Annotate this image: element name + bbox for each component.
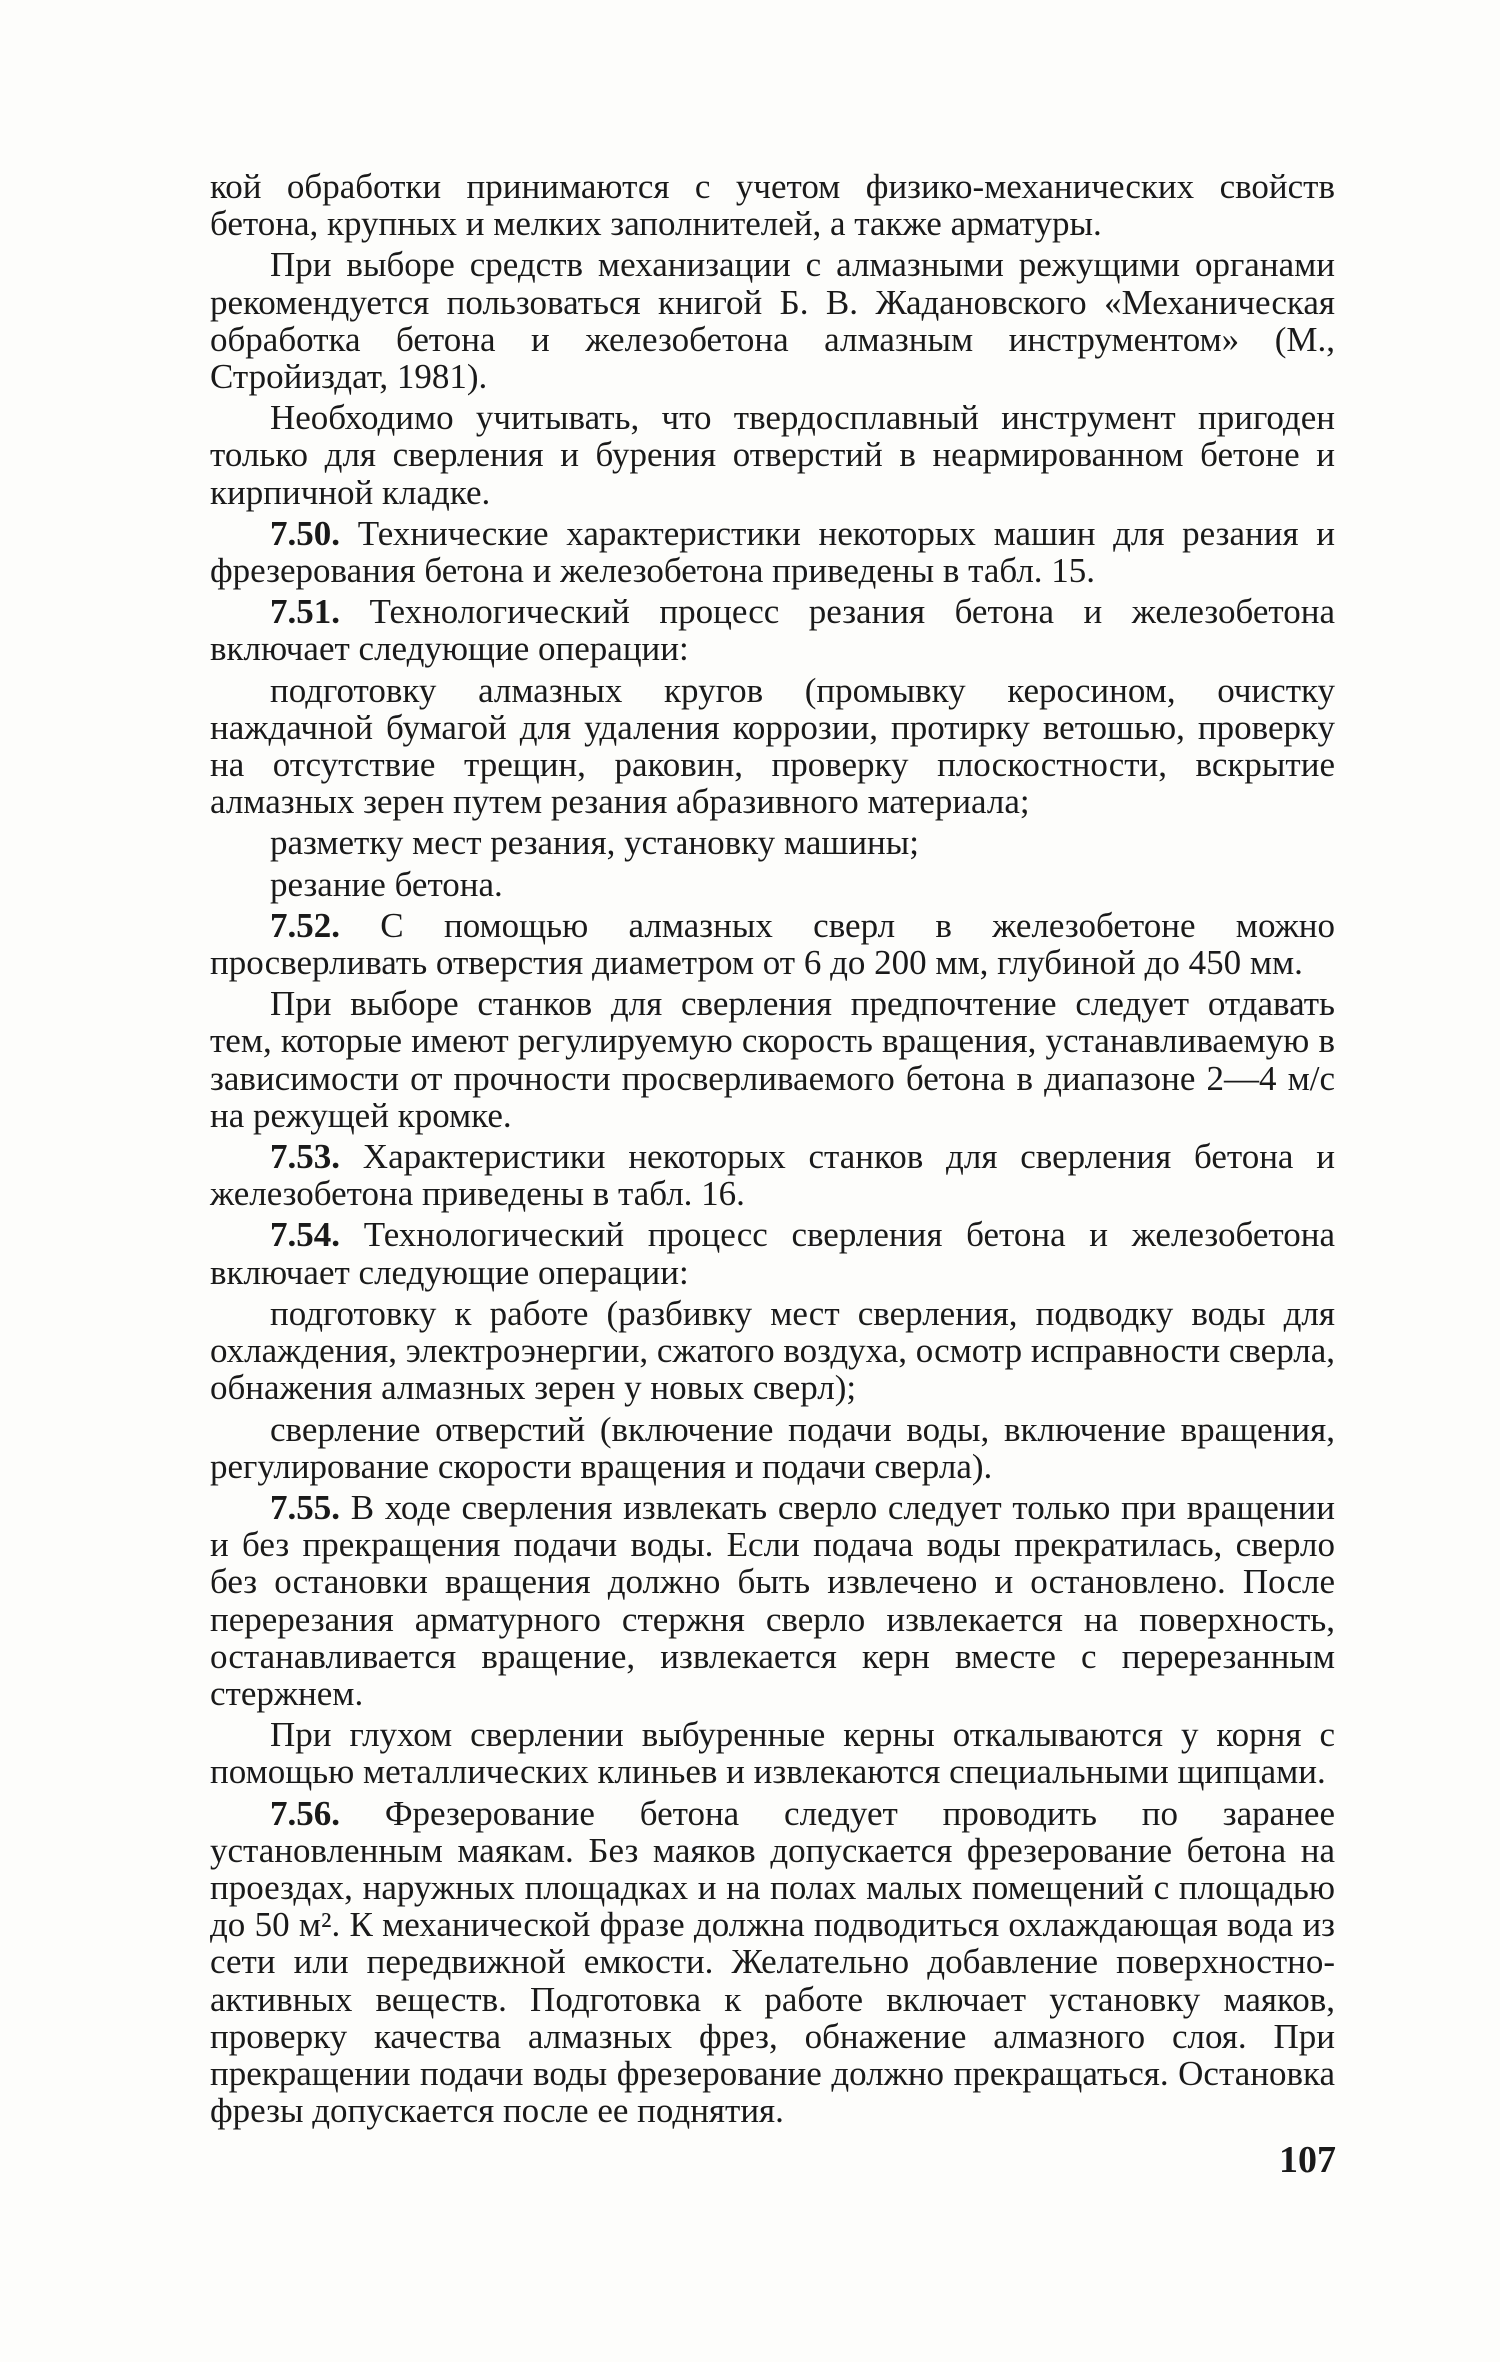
- paragraph: [210, 399, 1335, 511]
- paragraph-text: подготовку алмазных кругов (промывку керосином, очистку наждачной бумагой для удаления коррозии, протирку ветошью, проверку на отсутствие трещин, раковин, проверку плоскостности, вскрытие алмазных зерен путем резания абразивного материала;: [210, 670, 1335, 822]
- paragraph: [210, 1716, 1335, 1790]
- paragraph-text: Характеристики некоторых станков для сверления бетона и железобетона приведены в табл. 16.: [210, 1137, 1335, 1214]
- list-item: [210, 1411, 1335, 1485]
- clause-7-54: [210, 1216, 1335, 1290]
- paragraph-text: резание бетона.: [270, 864, 503, 904]
- paragraph-text: В ходе сверления извлекать сверло следует только при вращении и без прекращения подачи воды. Если подача воды прекратилась, сверло без остановки вращения должно быть извлечено и остановлено. После перерезания арматурного стержня сверло извлекается на поверхность, останавливается вращение, извлекается керн вместе с перерезанным стержнем.: [210, 1487, 1335, 1713]
- paragraph-text: При выборе средств механизации с алмазными режущими органами рекомендуется пользоваться книгой Б. В. Жадановского «Механическая обработка бетона и железобетона алмазным инструментом» (М., Стройиздат, 1981).: [210, 245, 1335, 397]
- clause-number: 7.55.: [270, 1487, 340, 1527]
- clause-7-56: [210, 1795, 1335, 2130]
- paragraph-text: С помощью алмазных сверл в железобетоне можно просверливать отверстия диаметром от 6 до 200 мм, глубиной до 450 мм.: [210, 905, 1335, 983]
- paragraph-text: Технические характеристики некоторых машин для резания и фрезерования бетона и железобетона приведены в табл. 15.: [210, 513, 1335, 591]
- paragraph-text: При выборе станков для сверления предпочтение следует отдавать тем, которые имеют регулируемую скорость вращения, устанавливаемую в зависимости от прочности просверливаемого бетона в диапазоне 2—4 м/с на режущей кромке.: [210, 984, 1335, 1135]
- clause-number: 7.54.: [270, 1215, 340, 1255]
- clause-7-50: [210, 515, 1335, 589]
- list-item: [210, 672, 1335, 821]
- clause-7-51: [210, 593, 1335, 667]
- paragraph-continuation: [210, 168, 1335, 242]
- body-text: [210, 168, 1335, 2133]
- paragraph-text: разметку мест резания, установку машины;: [270, 823, 920, 863]
- paragraph-text: Фрезерование бетона следует проводить по заранее установленным маякам. Без маяков допускается фрезерование бетона на проездах, наружных площадках и на полах малых помещений с площадью до 50 м². К механической фразе должна подводиться охлаждающая вода из сети или передвижной емкости. Желательно добавление поверхностно-активных веществ. Подготовка к работе включает установку маяков, проверку качества алмазных фрез, обнажение алмазного слоя. При прекращении подачи воды фрезерование должно прекращаться. Остановка фрезы допускается после ее поднятия.: [210, 1793, 1335, 2131]
- clause-7-55: [210, 1489, 1335, 1712]
- list-item: [210, 824, 1335, 861]
- paragraph-text: подготовку к работе (разбивку мест сверления, подводку воды для охлаждения, электроэнергии, сжатого воздуха, осмотр исправности сверла, обнажения алмазных зерен у новых сверл);: [210, 1293, 1335, 1408]
- paragraph-text: кой обработки принимаются с учетом физико-механических свойств бетона, крупных и мелких заполнителей, а также арматуры.: [210, 167, 1335, 244]
- clause-number: 7.52.: [270, 905, 340, 945]
- list-item: [210, 1295, 1335, 1407]
- clause-number: 7.50.: [270, 513, 340, 553]
- page-number: 107: [1279, 2139, 1336, 2181]
- paragraph-text: Технологический процесс сверления бетона и железобетона включает следующие операции:: [210, 1215, 1335, 1292]
- clause-number: 7.53.: [270, 1137, 340, 1177]
- paragraph: [210, 246, 1335, 395]
- paragraph-text: При глухом сверлении выбуренные керны откалываются у корня с помощью металлических клиньев и извлекаются специальными щипцами.: [210, 1715, 1335, 1792]
- clause-7-53: [210, 1138, 1335, 1212]
- paragraph-text: Необходимо учитывать, что твердосплавный инструмент пригоден только для сверления и бурения отверстий в неармированном бетоне и кирпичной кладке.: [210, 398, 1335, 512]
- paragraph: [210, 985, 1335, 1134]
- paragraph-text: Технологический процесс резания бетона и железобетона включает следующие операции:: [210, 592, 1335, 669]
- paragraph-text: сверление отверстий (включение подачи воды, включение вращения, регулирование скорости вращения и подачи сверла).: [210, 1409, 1335, 1486]
- list-item: [210, 866, 1335, 903]
- clause-number: 7.51.: [270, 592, 340, 632]
- clause-number: 7.56.: [270, 1793, 340, 1833]
- clause-7-52: [210, 907, 1335, 981]
